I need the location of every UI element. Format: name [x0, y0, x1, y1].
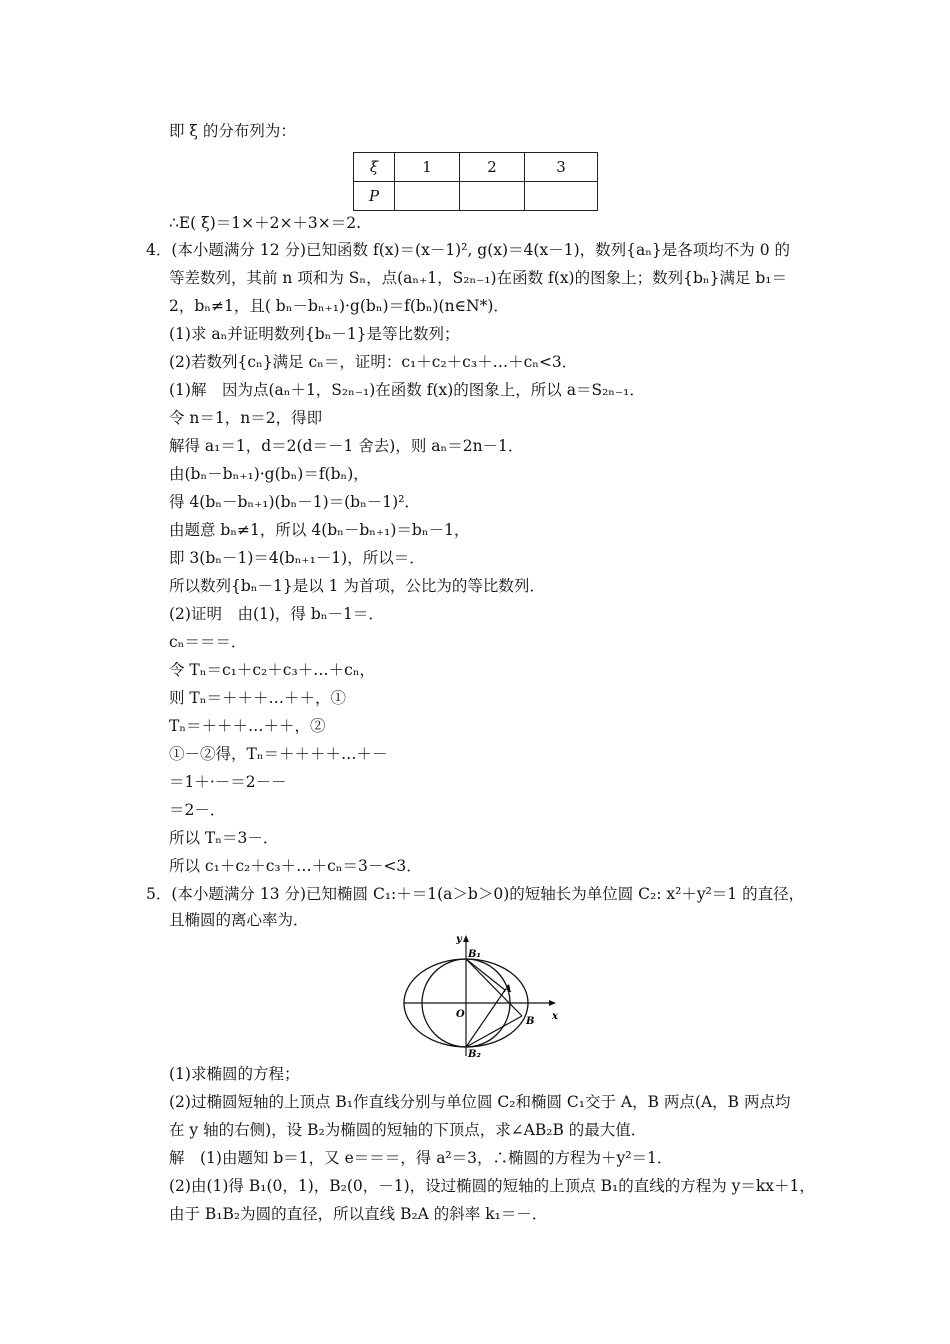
- q5-part-2-cont: 在 y 轴的右侧)，设 B₂为椭圆的短轴的下顶点，求∠AB₂B 的最大值．: [169, 1121, 647, 1139]
- solution-line: 解 (1)由题知 b＝1，又 e＝＝＝，得 a²＝3，∴椭圆的方程为＋y²＝1．: [169, 1149, 673, 1167]
- table-cell: [460, 182, 525, 211]
- solution-line: 令 Tₙ＝c₁＋c₂＋c₃＋…＋cₙ，: [169, 661, 376, 679]
- label-b: B: [526, 1016, 535, 1027]
- solution-line: 由于 B₁B₂为圆的直径，所以直线 B₂A 的斜率 k₁＝－．: [169, 1205, 548, 1223]
- solution-line: Tₙ＝＋＋＋…＋＋，②: [169, 717, 326, 735]
- solution-line: 所以 c₁＋c₂＋c₃＋…＋cₙ＝3－<3．: [169, 857, 422, 875]
- label-o: O: [456, 1009, 465, 1020]
- solution-line: 即 3(bₙ－1)＝4(bₙ₊₁－1)，所以＝．: [169, 549, 425, 567]
- table-cell: [395, 182, 460, 211]
- solution-line: 则 Tₙ＝＋＋＋…＋＋，①: [169, 689, 346, 707]
- table-cell: 3: [525, 153, 598, 182]
- q5-stem-line: 5．(本小题满分 13 分)已知椭圆 C₁:＋＝1(a＞b＞0)的短轴长为单位圆 C₂: x²＋y²＝1 的直径，: [146, 885, 805, 903]
- label-a: A: [504, 984, 512, 995]
- solution-line: (2)证明 由(1)，得 bₙ－1＝．: [169, 605, 384, 623]
- solution-line: (1)解 因为点(aₙ＋1，S₂ₙ₋₁)在函数 f(x)的图象上，所以 a＝S₂ₙ₋₁．: [169, 381, 645, 399]
- solution-line: 得 4(bₙ－bₙ₊₁)(bₙ－1)＝(bₙ－1)²．: [169, 493, 420, 511]
- solution-line: cₙ＝＝＝．: [169, 633, 247, 651]
- expectation-line: ∴E( ξ)＝1×＋2×＋3×＝2.: [169, 214, 362, 232]
- solution-line: 所以数列{bₙ－1}是以 1 为首项，公比为的等比数列．: [169, 577, 545, 595]
- table-row: [354, 153, 598, 182]
- solution-line: 解得 a₁＝1，d＝2(d＝－1 舍去)，则 aₙ＝2n－1．: [169, 437, 524, 455]
- q4-part-1: (1)求 aₙ并证明数列{bₙ－1}是等比数列；: [169, 325, 460, 343]
- label-b1: B₁: [468, 949, 481, 960]
- table-cell: ξ: [354, 153, 395, 182]
- q5-stem-line: 且椭圆的离心率为．: [169, 911, 309, 929]
- label-x: x: [552, 1011, 558, 1022]
- distribution-table: [353, 152, 598, 211]
- solution-line: (2)由(1)得 B₁(0，1)，B₂(0，－1)，设过椭圆的短轴的上顶点 B₁的直线的方程为 y＝kx＋1，: [169, 1177, 815, 1195]
- table-row: [354, 182, 598, 211]
- label-b2: B₂: [468, 1049, 481, 1058]
- ellipse-circle-figure: [400, 930, 565, 1058]
- solution-line: 由(bₙ－bₙ₊₁)·g(bₙ)＝f(bₙ)，: [169, 465, 369, 483]
- q4-stem-line: 4．(本小题满分 12 分)已知函数 f(x)＝(x－1)², g(x)＝4(x－1)，数列{aₙ}是各项均不为 0 的: [146, 241, 791, 259]
- table-cell: 2: [460, 153, 525, 182]
- q4-stem-line: 等差数列，其前 n 项和为 Sₙ，点(aₙ₊1，S₂ₙ₋₁)在函数 f(x)的图象上；数列{bₙ}满足 b₁＝: [169, 269, 788, 287]
- solution-line: 由题意 bₙ≠1，所以 4(bₙ－bₙ₊₁)＝bₙ－1，: [169, 521, 470, 539]
- table-cell: 1: [395, 153, 460, 182]
- table-cell: [525, 182, 598, 211]
- distribution-heading: 即 ξ 的分布列为：: [169, 122, 296, 140]
- q5-part-2: (2)过椭圆短轴的上顶点 B₁作直线分别与单位圆 C₂和椭圆 C₁交于 A，B 两点(A，B 两点均: [169, 1093, 791, 1111]
- label-y: y: [456, 934, 462, 945]
- solution-line: ＝1＋·－＝2－－: [169, 773, 287, 791]
- q5-part-1: (1)求椭圆的方程；: [169, 1065, 300, 1083]
- q4-part-2: (2)若数列{cₙ}满足 cₙ＝，证明：c₁＋c₂＋c₃＋…＋cₙ<3．: [169, 353, 578, 371]
- q4-stem-line: 2，bₙ≠1，且( bₙ－bₙ₊₁)·g(bₙ)＝f(bₙ)(n∈N*)．: [169, 297, 509, 315]
- solution-line: ①－②得，Tₙ＝＋＋＋＋…＋－: [169, 745, 388, 763]
- solution-line: 所以 Tₙ＝3－．: [169, 829, 279, 847]
- table-cell: P: [354, 182, 395, 211]
- solution-line: 令 n＝1，n＝2，得即: [169, 409, 323, 427]
- solution-line: ＝2－．: [169, 801, 226, 819]
